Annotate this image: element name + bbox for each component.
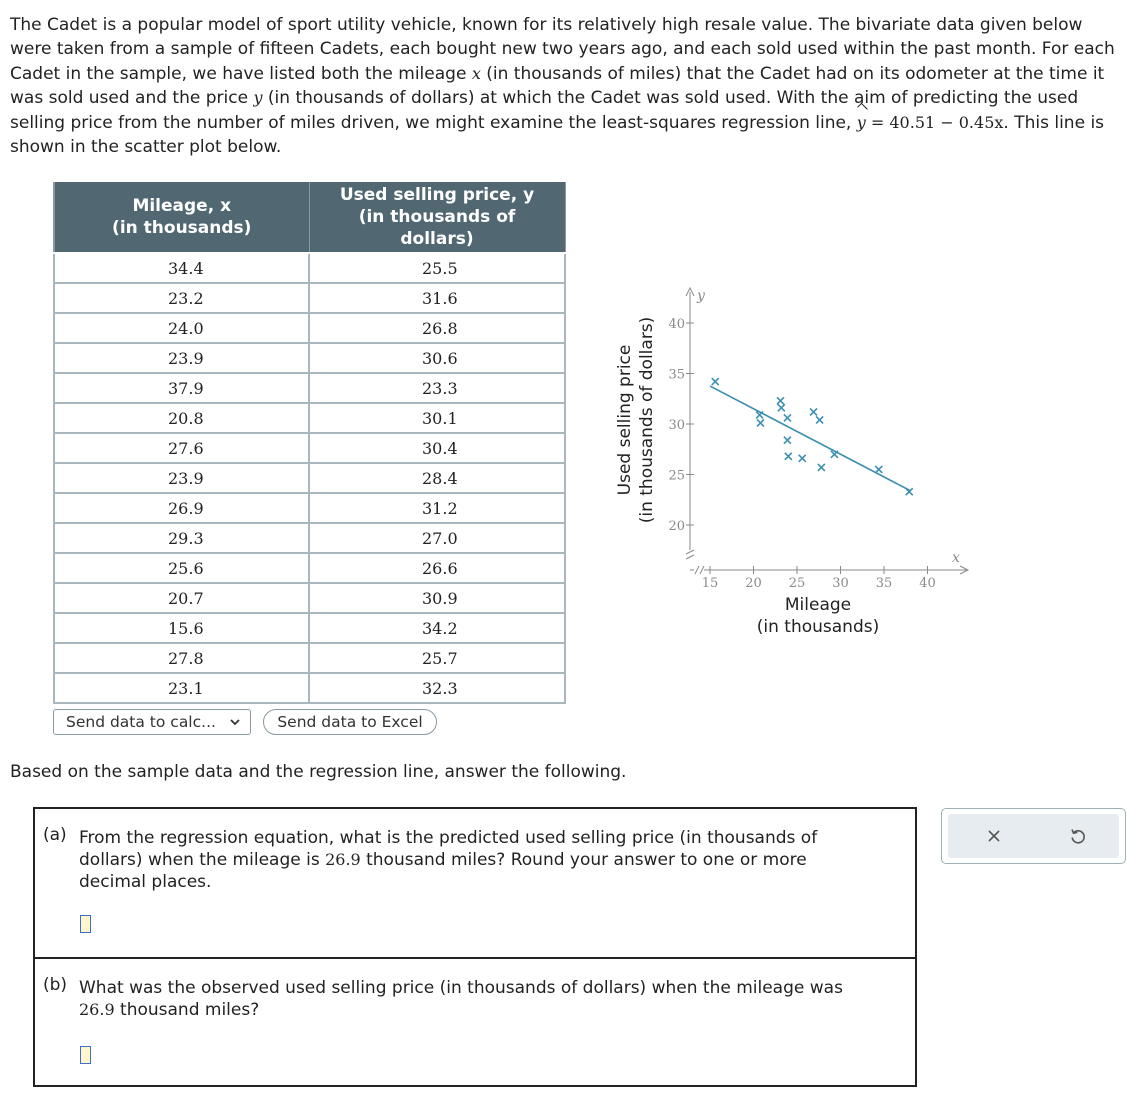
y-axis-break bbox=[686, 550, 694, 559]
close-icon[interactable] bbox=[984, 826, 1004, 846]
x-axis-break bbox=[695, 566, 704, 574]
table-row bbox=[54, 433, 565, 463]
question-box bbox=[33, 807, 917, 1087]
x-tick-label: 15 bbox=[701, 576, 719, 591]
question-a-label: (a) bbox=[43, 825, 67, 845]
x-axis-subtitle: (in thousands) bbox=[756, 617, 880, 637]
mileage-cell: 23.2 bbox=[54, 283, 309, 313]
send-to-calc-select[interactable] bbox=[53, 709, 251, 735]
question-b-text-1: What was the observed used selling price (in thousands of dollars) when the mileage was bbox=[79, 978, 843, 998]
question-a-value: 26.9 bbox=[325, 850, 361, 869]
table-row bbox=[54, 493, 565, 523]
data-point bbox=[810, 408, 817, 415]
intro-text-4: . This line is shown in the scatter plot below. bbox=[10, 113, 1105, 157]
intro-var-y: y bbox=[253, 88, 263, 108]
y-tick-label: 40 bbox=[668, 317, 685, 332]
intro-text-1: The Cadet is a popular model of sport utility vehicle, known for its relatively high resale value. The bivariate data given below were taken from a sample of fifteen Cadets, each bought new two years ago, and each sold used within the past month. For each Cadet in the sample, we have listed both the mileage bbox=[10, 15, 1115, 84]
data-point bbox=[875, 466, 882, 473]
send-to-calc-label: Send data to calc... bbox=[66, 713, 216, 731]
x-tick-label: 20 bbox=[745, 576, 762, 591]
question-a-text-1: From the regression equation, what is the predicted used selling price (in thousands of dollars) when the mileage is bbox=[79, 828, 818, 870]
y-tick-label: 20 bbox=[668, 519, 685, 534]
price-cell: 25.7 bbox=[309, 643, 565, 673]
answer-a-input[interactable] bbox=[80, 915, 91, 933]
data-point bbox=[816, 416, 823, 423]
mileage-cell: 15.6 bbox=[54, 613, 309, 643]
data-point bbox=[712, 378, 719, 385]
question-b-value: 26.9 bbox=[79, 1000, 115, 1019]
regression-line bbox=[710, 386, 910, 491]
x-tick-label: 30 bbox=[832, 576, 849, 591]
x-axis-title: Mileage bbox=[784, 595, 852, 615]
mileage-cell: 34.4 bbox=[54, 253, 309, 283]
y-tick-label: 25 bbox=[668, 468, 685, 484]
mileage-cell: 23.9 bbox=[54, 343, 309, 373]
chevron-down-icon bbox=[230, 717, 240, 727]
problem-intro bbox=[10, 14, 1128, 160]
x-tick-label: 40 bbox=[919, 576, 936, 591]
y-axis-letter: y bbox=[697, 288, 705, 304]
intro-text-2: (in thousands of miles) that the Cadet had on its odometer at the time it was sold used and the price bbox=[10, 63, 1105, 109]
data-table bbox=[53, 180, 566, 704]
mileage-cell: 23.9 bbox=[54, 463, 309, 493]
table-row bbox=[54, 643, 565, 673]
scatter-plot bbox=[600, 280, 980, 640]
question-b-label: (b) bbox=[43, 975, 68, 995]
table-row bbox=[54, 283, 565, 313]
intro-var-x: x bbox=[471, 63, 481, 83]
data-point bbox=[757, 419, 764, 426]
data-point bbox=[818, 464, 825, 471]
data-point bbox=[778, 404, 785, 411]
table-row bbox=[54, 253, 565, 283]
table-row bbox=[54, 553, 565, 583]
mileage-cell: 25.6 bbox=[54, 553, 309, 583]
mileage-cell: 29.3 bbox=[54, 523, 309, 553]
price-cell: 30.4 bbox=[309, 433, 565, 463]
header-mileage-sub: (in thousands) bbox=[112, 218, 252, 238]
answer-b-input[interactable] bbox=[80, 1046, 91, 1064]
header-price-sub: (in thousands of dollars) bbox=[358, 207, 516, 249]
undo-icon[interactable] bbox=[1068, 826, 1088, 846]
table-row bbox=[54, 523, 565, 553]
table-row bbox=[54, 343, 565, 373]
table-row bbox=[54, 613, 565, 643]
mileage-cell: 37.9 bbox=[54, 373, 309, 403]
price-cell: 32.3 bbox=[309, 673, 565, 703]
price-cell: 31.2 bbox=[309, 493, 565, 523]
mileage-cell: 24.0 bbox=[54, 313, 309, 343]
y-tick-label: 30 bbox=[668, 418, 685, 433]
mileage-cell: 20.7 bbox=[54, 583, 309, 613]
answer-tools-panel bbox=[941, 808, 1126, 864]
price-cell: 30.1 bbox=[309, 403, 565, 433]
price-cell: 30.9 bbox=[309, 583, 565, 613]
data-point bbox=[785, 453, 792, 460]
send-to-excel-button[interactable]: Send data to Excel bbox=[263, 709, 437, 735]
question-b bbox=[35, 977, 915, 1021]
table-row bbox=[54, 673, 565, 703]
answer-tools-bar bbox=[948, 814, 1119, 858]
price-cell: 28.4 bbox=[309, 463, 565, 493]
table-row bbox=[54, 373, 565, 403]
data-point bbox=[784, 437, 791, 444]
mileage-cell: 27.8 bbox=[54, 643, 309, 673]
header-price-title: Used selling price, y bbox=[339, 185, 535, 205]
y-axis-subtitle: (in thousands of dollars) bbox=[637, 316, 657, 524]
x-tick-label: 25 bbox=[788, 576, 806, 591]
question-a bbox=[35, 827, 915, 893]
header-price bbox=[309, 181, 565, 253]
y-hat-symbol: y bbox=[857, 111, 866, 135]
price-cell: 25.5 bbox=[309, 253, 565, 283]
regression-equation bbox=[857, 113, 1004, 132]
price-cell: 26.8 bbox=[309, 313, 565, 343]
table-row bbox=[54, 463, 565, 493]
price-cell: 31.6 bbox=[309, 283, 565, 313]
question-divider bbox=[35, 957, 915, 959]
y-axis-title: Used selling price bbox=[615, 344, 635, 496]
question-a-text-2: thousand miles? Round your answer to one or more decimal places. bbox=[79, 850, 807, 892]
data-point bbox=[799, 455, 806, 462]
question-b-text-2: thousand miles? bbox=[114, 1000, 260, 1020]
price-cell: 26.6 bbox=[309, 553, 565, 583]
table-row bbox=[54, 313, 565, 343]
price-cell: 23.3 bbox=[309, 373, 565, 403]
price-cell: 27.0 bbox=[309, 523, 565, 553]
data-point bbox=[777, 397, 784, 404]
table-body bbox=[54, 253, 565, 703]
intro-text-3: (in thousands of dollars) at which the Cadet was sold used. With the aim of predicting the used selling price from the number of miles driven, we might examine the least-squares regression line, bbox=[10, 88, 1079, 134]
x-axis-letter: x bbox=[952, 550, 960, 566]
answer-prompt: Based on the sample data and the regression line, answer the following. bbox=[10, 762, 627, 782]
y-tick-label: 35 bbox=[668, 367, 685, 383]
data-point bbox=[784, 414, 791, 421]
price-cell: 30.6 bbox=[309, 343, 565, 373]
equation-rhs: = 40.51 − 0.45x bbox=[870, 113, 1004, 133]
mileage-cell: 23.1 bbox=[54, 673, 309, 703]
mileage-cell: 27.6 bbox=[54, 433, 309, 463]
table-row bbox=[54, 583, 565, 613]
mileage-cell: 20.8 bbox=[54, 403, 309, 433]
table-row bbox=[54, 403, 565, 433]
mileage-cell: 26.9 bbox=[54, 493, 309, 523]
header-mileage-title: Mileage, x bbox=[132, 196, 232, 216]
header-mileage bbox=[54, 181, 309, 253]
price-cell: 34.2 bbox=[309, 613, 565, 643]
x-tick-label: 35 bbox=[875, 576, 893, 591]
